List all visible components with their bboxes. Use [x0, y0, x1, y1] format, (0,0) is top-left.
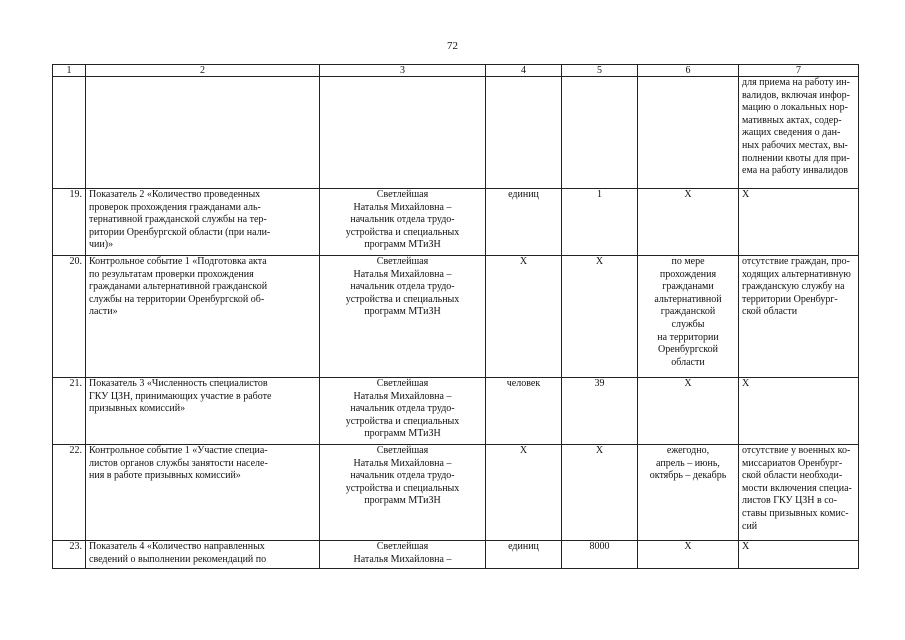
- note-cell: X: [739, 189, 859, 256]
- indicator-cell: Контрольное событие 1 «Участие специа- листов органов службы занятости населе- ния в работе призывных комиссий»: [86, 445, 320, 541]
- value-cell: 1: [562, 189, 638, 256]
- value-cell: [562, 77, 638, 189]
- unit-cell: X: [486, 445, 562, 541]
- column-header: 5: [562, 65, 638, 77]
- row-number: 22.: [53, 445, 86, 541]
- note-cell: X: [739, 378, 859, 445]
- term-cell: ежегодно, апрель – июнь, октябрь – декабрь: [638, 445, 739, 541]
- value-cell: X: [562, 256, 638, 378]
- column-header: 3: [320, 65, 486, 77]
- term-cell: X: [638, 189, 739, 256]
- indicator-cell: [86, 77, 320, 189]
- unit-cell: человек: [486, 378, 562, 445]
- row-number: 23.: [53, 541, 86, 569]
- term-cell: по мере прохождения гражданами альтернативной гражданской службы на территории Оренбургской области: [638, 256, 739, 378]
- column-header: 7: [739, 65, 859, 77]
- unit-cell: единиц: [486, 189, 562, 256]
- table-row: [53, 378, 859, 445]
- table-row: [53, 541, 859, 569]
- responsible-cell: Светлейшая Наталья Михайловна – начальник отдела трудо- устройства и специальных программ МТиЗН: [320, 256, 486, 378]
- responsible-cell: Светлейшая Наталья Михайловна – начальник отдела трудо- устройства и специальных программ МТиЗН: [320, 445, 486, 541]
- term-cell: X: [638, 378, 739, 445]
- column-header: 4: [486, 65, 562, 77]
- column-number-row: [53, 65, 859, 77]
- row-number: 21.: [53, 378, 86, 445]
- indicator-cell: Показатель 4 «Количество направленных сведений о выполнении рекомендаций по: [86, 541, 320, 569]
- column-header: 6: [638, 65, 739, 77]
- column-header: 1: [53, 65, 86, 77]
- table-row: [53, 77, 859, 189]
- responsible-cell: Светлейшая Наталья Михайловна – начальник отдела трудо- устройства и специальных программ МТиЗН: [320, 189, 486, 256]
- page-number: 72: [447, 40, 458, 52]
- value-cell: 39: [562, 378, 638, 445]
- value-cell: 8000: [562, 541, 638, 569]
- indicator-cell: Контрольное событие 1 «Подготовка акта по результатам проверки прохождения гражданами альтернативной гражданской службы на территории Оренбургской об- ласти»: [86, 256, 320, 378]
- term-cell: [638, 77, 739, 189]
- indicator-cell: Показатель 2 «Количество проведенных проверок прохождения гражданами аль- тернативной гражданской службы на тер- ритории Оренбургской области (при нали- чии)»: [86, 189, 320, 256]
- plan-table: [52, 64, 859, 569]
- unit-cell: единиц: [486, 541, 562, 569]
- table-row: [53, 445, 859, 541]
- note-cell: отсутствие у военных ко- миссариатов Оренбург- ской области необходи- мости включения специа- листов ГКУ ЦЗН в со- ставы призывных комис- сий: [739, 445, 859, 541]
- responsible-cell: [320, 77, 486, 189]
- column-header: 2: [86, 65, 320, 77]
- responsible-cell: Светлейшая Наталья Михайловна – начальник отдела трудо- устройства и специальных программ МТиЗН: [320, 378, 486, 445]
- row-number: [53, 77, 86, 189]
- value-cell: X: [562, 445, 638, 541]
- unit-cell: X: [486, 256, 562, 378]
- row-number: 19.: [53, 189, 86, 256]
- note-cell: для приема на работу ин- валидов, включая инфор- мацию о локальных нор- мативных актах, содер- жащих сведения о дан- ных рабочих местах, вы- полнении квоты для при- ема на работу инвалидов: [739, 77, 859, 189]
- indicator-cell: Показатель 3 «Численность специалистов ГКУ ЦЗН, принимающих участие в работе призывных комиссий»: [86, 378, 320, 445]
- table-row: [53, 189, 859, 256]
- unit-cell: [486, 77, 562, 189]
- note-cell: отсутствие граждан, про- ходящих альтернативную гражданскую службу на территории Оренбург- ской области: [739, 256, 859, 378]
- note-cell: X: [739, 541, 859, 569]
- table-row: [53, 256, 859, 378]
- row-number: 20.: [53, 256, 86, 378]
- term-cell: X: [638, 541, 739, 569]
- responsible-cell: Светлейшая Наталья Михайловна –: [320, 541, 486, 569]
